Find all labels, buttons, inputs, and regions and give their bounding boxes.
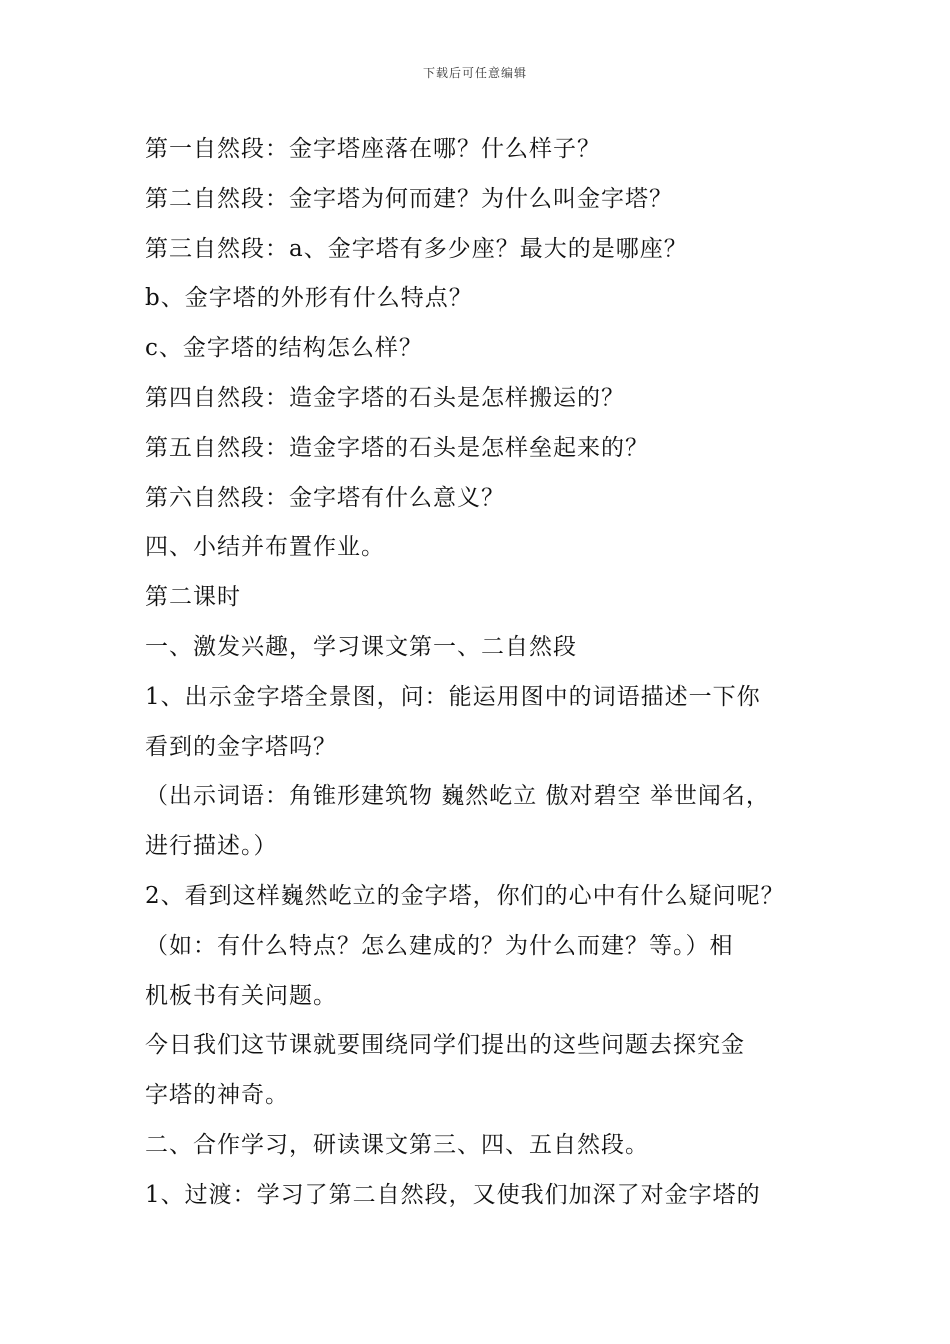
text-line: 第五自然段：造金字塔的石头是怎样垒起来的？: [145, 434, 649, 461]
document-body: [145, 125, 813, 1221]
text-line: 1、出示金字塔全景图，问：能运用图中的词语描述一下你: [145, 683, 761, 710]
header-note: 下载后可任意编辑: [422, 66, 527, 80]
text-line: 今日我们这节课就要围绕同学们提出的这些问题去探究金: [145, 1032, 745, 1059]
text-line: b、金字塔的外形有什么特点？: [145, 285, 473, 312]
text-line: 2、看到这样巍然屹立的金字塔，你们的心中有什么疑问呢？: [145, 882, 785, 909]
text-line: 机板书有关问题。: [145, 982, 337, 1009]
section-heading: 一、激发兴趣，学习课文第一、二自然段: [145, 633, 577, 660]
section-heading: 四、小结并布置作业。: [145, 534, 385, 561]
section-heading: 二、合作学习，研读课文第三、四、五自然段。: [145, 1131, 649, 1158]
lesson-heading: 第二课时: [145, 584, 241, 611]
text-line: c、金字塔的结构怎么样？: [145, 335, 423, 362]
text-line: 第四自然段：造金字塔的石头是怎样搬运的？: [145, 384, 625, 411]
text-line: 第三自然段：a、金字塔有多少座？最大的是哪座？: [145, 235, 688, 262]
text-line: （如：有什么特点？怎么建成的？为什么而建？等。）相: [145, 932, 734, 959]
text-line: （出示词语：角锥形建筑物 巍然屹立 傲对碧空 举世闻名，: [145, 783, 770, 810]
text-line: 进行描述。）: [145, 833, 278, 860]
text-line: 看到的金字塔吗？: [145, 733, 337, 760]
text-line: 1、过渡：学习了第二自然段，又使我们加深了对金字塔的: [145, 1181, 761, 1208]
text-line: 第一自然段：金字塔座落在哪？什么样子？: [145, 136, 601, 162]
text-line: 第二自然段：金字塔为何而建？为什么叫金字塔？: [145, 185, 673, 212]
text-line: 第六自然段：金字塔有什么意义？: [145, 484, 505, 511]
text-line: 字塔的神奇。: [145, 1082, 289, 1109]
